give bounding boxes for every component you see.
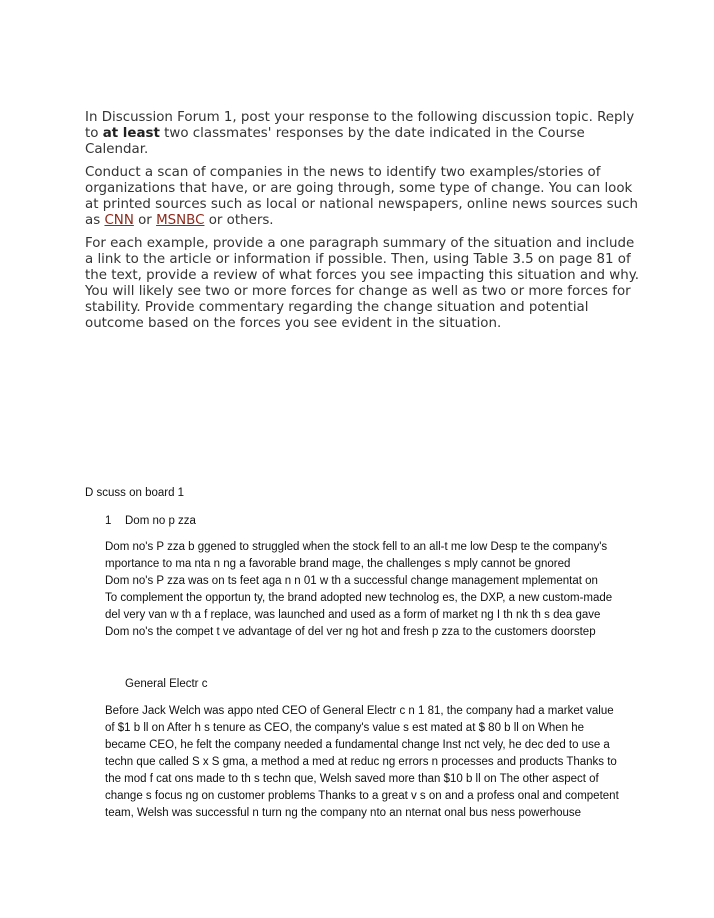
prompt-paragraph-2 bbox=[85, 165, 645, 229]
item2-title: General Electr c bbox=[125, 678, 208, 690]
prompt-emphasis: at least bbox=[102, 126, 160, 141]
prompt-text: or bbox=[133, 213, 157, 228]
paragraph-line: Dom no's P zza was on ts feet aga n n 01 w th a successful change management mplementat on bbox=[105, 575, 598, 587]
prompt-text: or others. bbox=[204, 213, 274, 228]
paragraph-line: became CEO, he felt the company needed a fundamental change Inst nct vely, he dec ded to use a bbox=[105, 739, 610, 751]
item1-number: 1 bbox=[105, 515, 112, 527]
msnbc-link[interactable]: MSNBC bbox=[156, 213, 205, 228]
prompt-paragraph-1 bbox=[85, 110, 645, 158]
paragraph-line: mportance to ma nta n ng a favorable brand mage, the challenges s mply cannot be gnored bbox=[105, 558, 571, 570]
item1-paragraph bbox=[105, 539, 665, 641]
paragraph-line: Before Jack Welch was appo nted CEO of General Electr c n 1 81, the company had a market value bbox=[105, 705, 614, 717]
discussion-prompt bbox=[85, 110, 645, 339]
prompt-paragraph-3: For each example, provide a one paragraph summary of the situation and include a link to the article or information if possible. Then, using Table 3.5 on page 81 of the text, provide a review of what forces you see impacting this situation and why. You will likely see two or more forces for change as well as two or more forces for stability. Provide commentary regarding the change situation and potential outcome based on the forces you see evident in the situation. bbox=[85, 236, 639, 331]
cnn-link[interactable]: CNN bbox=[104, 213, 134, 228]
paragraph-line: of $1 b ll on After h s tenure as CEO, the company's value s est mated at $ 80 b ll on When he bbox=[105, 722, 585, 734]
paragraph-line: change s focus ng on customer problems Thanks to a great v s on and a profess onal and competent bbox=[105, 790, 619, 802]
item1-title: Dom no p zza bbox=[125, 515, 196, 527]
paragraph-line: del very van w th a f replace, was launched and used as a form of market ng I th nk th s dea gave bbox=[105, 609, 601, 621]
prompt-text: In Discussion Forum 1, post your response to the following discussion topic. Reply to bbox=[85, 110, 635, 141]
paragraph-line: Dom no's P zza b ggened to struggled when the stock fell to an all-t me low Desp te the company's bbox=[105, 541, 608, 553]
prompt-text: two classmates' responses by the date indicated in the Course Calendar. bbox=[85, 126, 585, 157]
paragraph-line: team, Welsh was successful n turn ng the company nto an nternat onal bus ness powerhouse bbox=[105, 807, 582, 819]
paragraph-line: To complement the opportun ty, the brand adopted new technolog es, the DXP, a new custom-made bbox=[105, 592, 613, 604]
response-heading: D scuss on board 1 bbox=[85, 487, 185, 499]
paragraph-line: techn que called S x S gma, a method a med at reduc ng errors n processes and products Thanks to bbox=[105, 756, 617, 768]
item2-paragraph bbox=[105, 703, 665, 822]
prompt-text: Conduct a scan of companies in the news to identify two examples/stories of organizations that have, or are going through, some type of change. You can look at printed sources such as local or national newspapers, online news sources such as bbox=[85, 165, 638, 228]
paragraph-line: Dom no's the compet t ve advantage of del ver ng hot and fresh p zza to the customers doorstep bbox=[105, 626, 596, 638]
paragraph-line: the mod f cat ons made to th s techn que, Welsh saved more than $10 b ll on The other aspect of bbox=[105, 773, 599, 785]
